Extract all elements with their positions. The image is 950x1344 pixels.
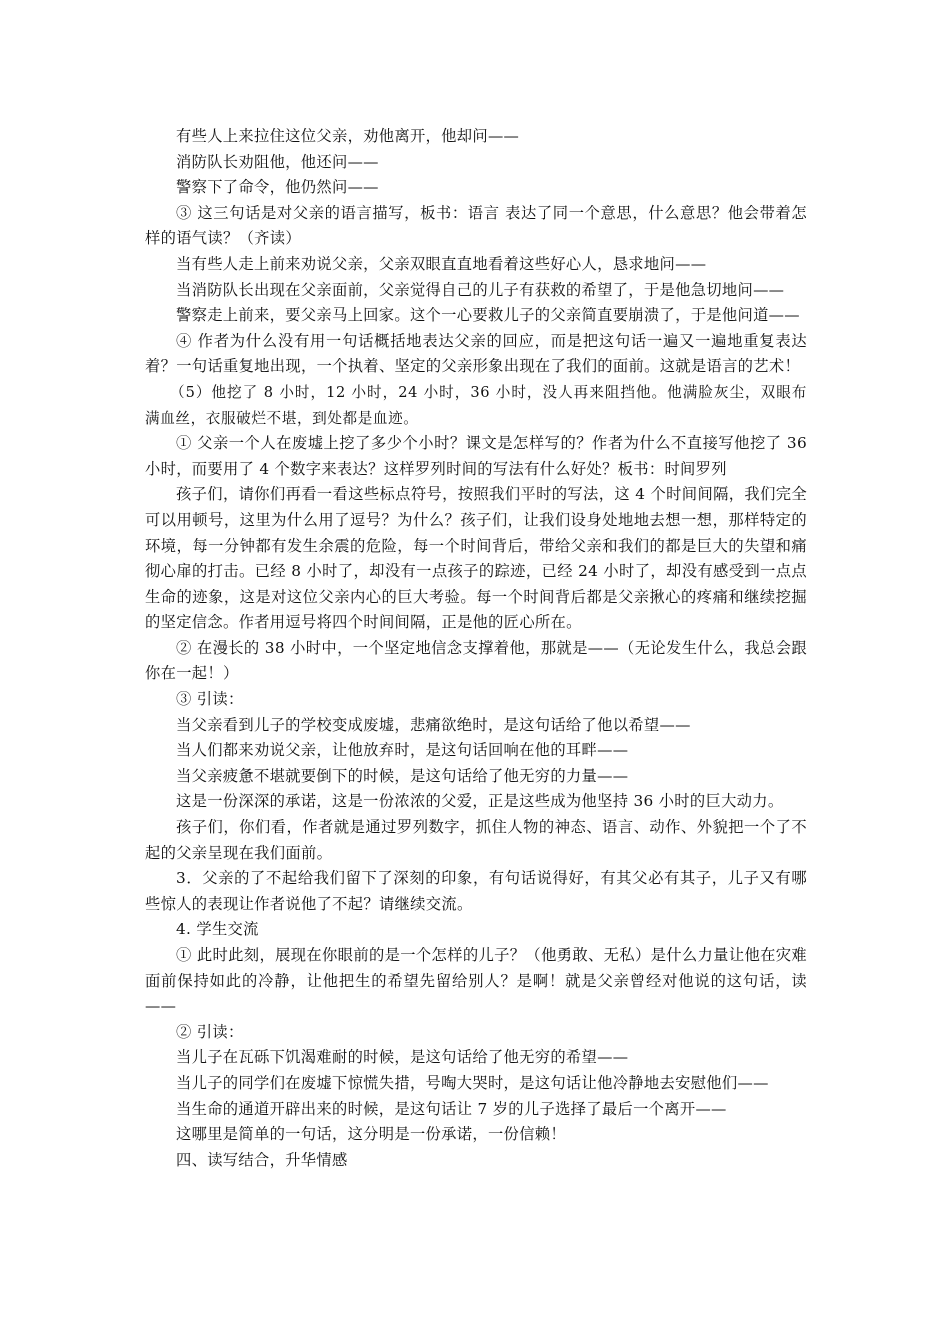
paragraph: 孩子们，你们看，作者就是通过罗列数字，抓住人物的神态、语言、动作、外貌把一个了不起的父亲呈现在我们面前。 xyxy=(145,818,807,862)
paragraph: ① 父亲一个人在废墟上挖了多少个小时？课文是怎样写的？作者为什么不直接写他挖了 36 小时，而要用了 4 个数字来表达？这样罗列时间的写法有什么好处？板书：时间罗列 xyxy=(145,434,807,478)
paragraph: 当生命的通道开辟出来的时候，是这句话让 7 岁的儿子选择了最后一个离开—— xyxy=(176,1099,727,1118)
paragraph: 当父亲疲惫不堪就要倒下的时候，是这句话给了他无穷的力量—— xyxy=(176,766,629,785)
paragraph: 当消防队长出现在父亲面前，父亲觉得自己的儿子有获救的希望了，于是他急切地问—— xyxy=(176,280,785,299)
paragraph: 这是一份深深的承诺，这是一份浓浓的父爱，正是这些成为他坚持 36 小时的巨大动力。 xyxy=(176,792,784,811)
paragraph: ① 此时此刻，展现在你眼前的是一个怎样的儿子？（他勇敢、无私）是什么力量让他在灾难面前保持如此的冷静，让他把生的希望先留给别人？是啊！就是父亲曾经对他说的这句话，读—— xyxy=(145,946,807,1016)
paragraph: 孩子们，请你们再看一看这些标点符号，按照我们平时的写法，这 4 个时间间隔，我们完全可以用顿号，这里为什么用了逗号？为什么？孩子们，让我们设身处地地去想一想，那样特定的环境，每一分钟都有发生余震的危险，每一个时间背后，带给父亲和我们的都是巨大的失望和痛彻心扉的打击。已经 8 小时了，却没有一点孩子的踪迹，已经 24 小时了，却没有感受到一点点生命的迹象，这是对这位父亲内心的巨大考验。每一个时间背后都是父亲揪心的疼痛和继续挖掘的坚定信念。作者用逗号将四个时间间隔，正是他的匠心所在。 xyxy=(145,485,807,632)
paragraph: ③ 引读： xyxy=(176,690,244,709)
paragraph: 这哪里是简单的一句话，这分明是一份承诺，一份信赖！ xyxy=(176,1125,566,1144)
paragraph: （5）他挖了 8 小时，12 小时，24 小时，36 小时，没人再来阻挡他。他满脸灰尘，双眼布满血丝，衣服破烂不堪，到处都是血迹。 xyxy=(145,383,807,427)
paragraph: 3．父亲的了不起给我们留下了深刻的印象，有句话说得好，有其父必有其子，儿子又有哪些惊人的表现让作者说他了不起？请继续交流。 xyxy=(145,869,807,913)
paragraph: ② 在漫长的 38 小时中，一个坚定地信念支撑着他，那就是——（无论发生什么，我总会跟你在一起！） xyxy=(145,638,807,683)
paragraph: 当人们都来劝说父亲，让他放弃时，是这句话回响在他的耳畔—— xyxy=(176,741,629,760)
paragraph: 当父亲看到儿子的学校变成废墟，悲痛欲绝时，是这句话给了他以希望—— xyxy=(176,715,691,734)
paragraph: ④ 作者为什么没有用一句话概括地表达父亲的回应，而是把这句话一遍又一遍地重复表达着？一句话重复地出现，一个执着、坚定的父亲形象出现在了我们的面前。这就是语言的艺术！ xyxy=(145,331,807,376)
paragraph: ③ 这三句话是对父亲的语言描写，板书：语言 表达了同一个意思，什么意思？他会带着怎样的语气读？（齐读） xyxy=(145,203,807,248)
paragraph: 有些人上来拉住这位父亲，劝他离开，他却问—— xyxy=(176,127,520,145)
section-heading: 四、读写结合，升华情感 xyxy=(176,1150,348,1169)
paragraph: 当有些人走上前来劝说父亲，父亲双眼直直地看着这些好心人，恳求地问—— xyxy=(176,254,707,273)
document-body xyxy=(145,124,807,1173)
paragraph: 当儿子的同学们在废墟下惊慌失措，号啕大哭时，是这句话让他冷静地去安慰他们—— xyxy=(176,1073,769,1092)
paragraph: 警察下了命令，他仍然问—— xyxy=(176,178,379,197)
paragraph: ② 引读： xyxy=(176,1022,244,1041)
paragraph: 4. 学生交流 xyxy=(176,920,259,939)
paragraph: 消防队长劝阻他，他还问—— xyxy=(176,152,379,171)
paragraph: 当儿子在瓦砾下饥渴难耐的时候，是这句话给了他无穷的希望—— xyxy=(176,1048,629,1067)
paragraph: 警察走上前来，要父亲马上回家。这个一心要救儿子的父亲简直要崩溃了，于是他问道—— xyxy=(176,306,800,325)
